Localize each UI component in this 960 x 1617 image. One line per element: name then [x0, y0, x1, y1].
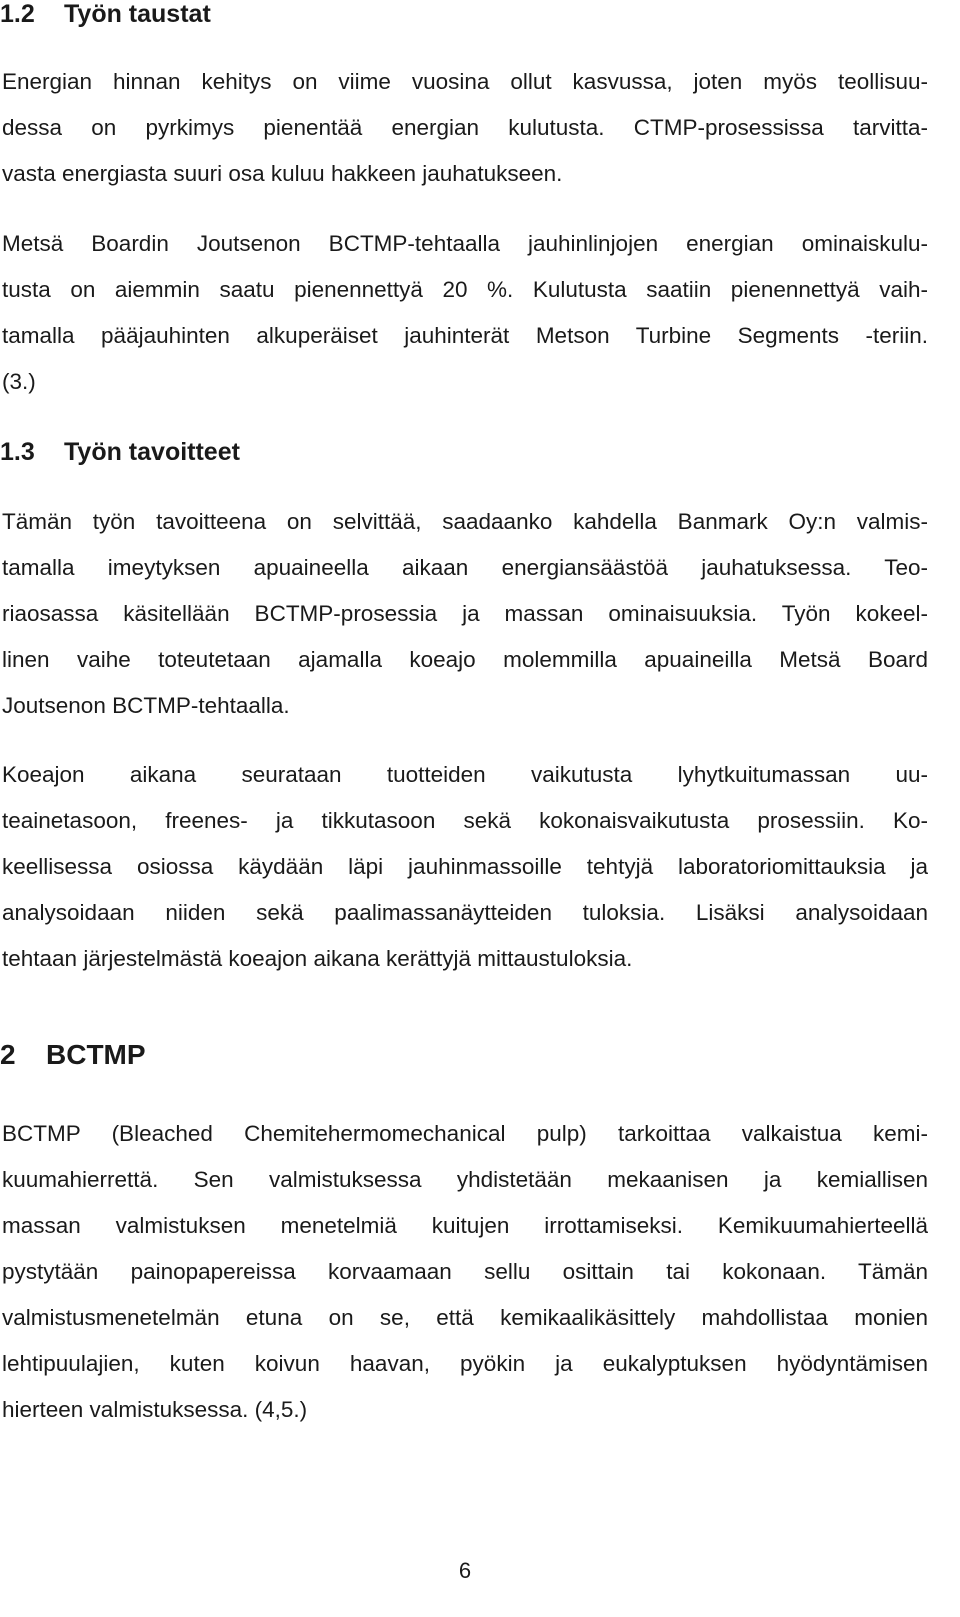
text-line: tamalla pääjauhinten alkuperäiset jauhinterät Metson Turbine Segments -teriin. — [2, 323, 928, 348]
paragraph-background-mill — [2, 221, 928, 405]
section-heading-2 — [0, 1041, 146, 1069]
text-line: dessa on pyrkimys pienentää energian kulutusta. CTMP-prosessissa tarvitta- — [2, 115, 928, 140]
paragraph-test-run — [2, 752, 928, 982]
paragraph-bctmp — [2, 1111, 928, 1433]
section-title: BCTMP — [46, 1039, 146, 1070]
text-line: hierteen valmistuksessa. (4,5.) — [2, 1397, 308, 1422]
text-line: tamalla imeytyksen apuaineella aikaan energiansäästöä jauhatuksessa. Teo- — [2, 555, 928, 580]
text-line: tehtaan järjestelmästä koeajon aikana kerättyjä mittaustuloksia. — [2, 946, 633, 971]
text-line: vasta energiasta suuri osa kuluu hakkeen jauhatukseen. — [2, 161, 563, 186]
section-number: 2 — [0, 1039, 16, 1070]
section-heading-1-3 — [0, 440, 240, 465]
paragraph-background-energy — [2, 59, 928, 197]
page-number: 6 — [458, 1558, 472, 1583]
section-heading-1-2 — [0, 2, 211, 27]
text-line: Tämän työn tavoitteena on selvittää, saadaanko kahdella Banmark Oy:n valmis- — [2, 509, 928, 534]
text-line: pystytään painopapereissa korvaamaan sellu osittain tai kokonaan. Tämän — [2, 1259, 928, 1284]
paragraph-goals — [2, 499, 928, 729]
text-line: lehtipuulajien, kuten koivun haavan, pyökin ja eukalyptuksen hyödyntämisen — [2, 1351, 928, 1376]
section-title: Työn taustat — [64, 0, 211, 28]
text-line: Joutsenon BCTMP-tehtaalla. — [2, 693, 290, 718]
text-line: analysoidaan niiden sekä paalimassanäytteiden tuloksia. Lisäksi analysoidaan — [2, 900, 928, 925]
text-line: massan valmistuksen menetelmiä kuitujen irrottamiseksi. Kemikuumahierteellä — [2, 1213, 928, 1238]
text-line: riaosassa käsitellään BCTMP-prosessia ja massan ominaisuuksia. Työn kokeel- — [2, 601, 928, 626]
text-line: tusta on aiemmin saatu pienennettyä 20 %. Kulutusta saatiin pienennettyä vaih- — [2, 277, 928, 302]
section-number: 1.2 — [0, 0, 35, 28]
text-line: teainetasoon, freenes- ja tikkutasoon sekä kokonaisvaikutusta prosessiin. Ko- — [2, 808, 928, 833]
text-line: valmistusmenetelmän etuna on se, että kemikaalikäsittely mahdollistaa monien — [2, 1305, 928, 1330]
text-line: Koeajon aikana seurataan tuotteiden vaikutusta lyhytkuitumassan uu- — [2, 762, 928, 787]
section-number: 1.3 — [0, 438, 35, 466]
text-line: BCTMP (Bleached Chemitehermomechanical pulp) tarkoittaa valkaistua kemi- — [2, 1121, 928, 1146]
text-line: keellisessa osiossa käydään läpi jauhinmassoille tehtyjä laboratoriomittauksia ja — [2, 854, 928, 879]
text-line: kuumahierrettä. Sen valmistuksessa yhdistetään mekaanisen ja kemiallisen — [2, 1167, 928, 1192]
text-line: Energian hinnan kehitys on viime vuosina ollut kasvussa, joten myös teollisuu- — [2, 69, 928, 94]
text-line: Metsä Boardin Joutsenon BCTMP-tehtaalla jauhinlinjojen energian ominaiskulu- — [2, 231, 928, 256]
section-title: Työn tavoitteet — [64, 438, 240, 466]
text-line: (3.) — [2, 369, 36, 394]
text-line: linen vaihe toteutetaan ajamalla koeajo molemmilla apuaineilla Metsä Board — [2, 647, 928, 672]
